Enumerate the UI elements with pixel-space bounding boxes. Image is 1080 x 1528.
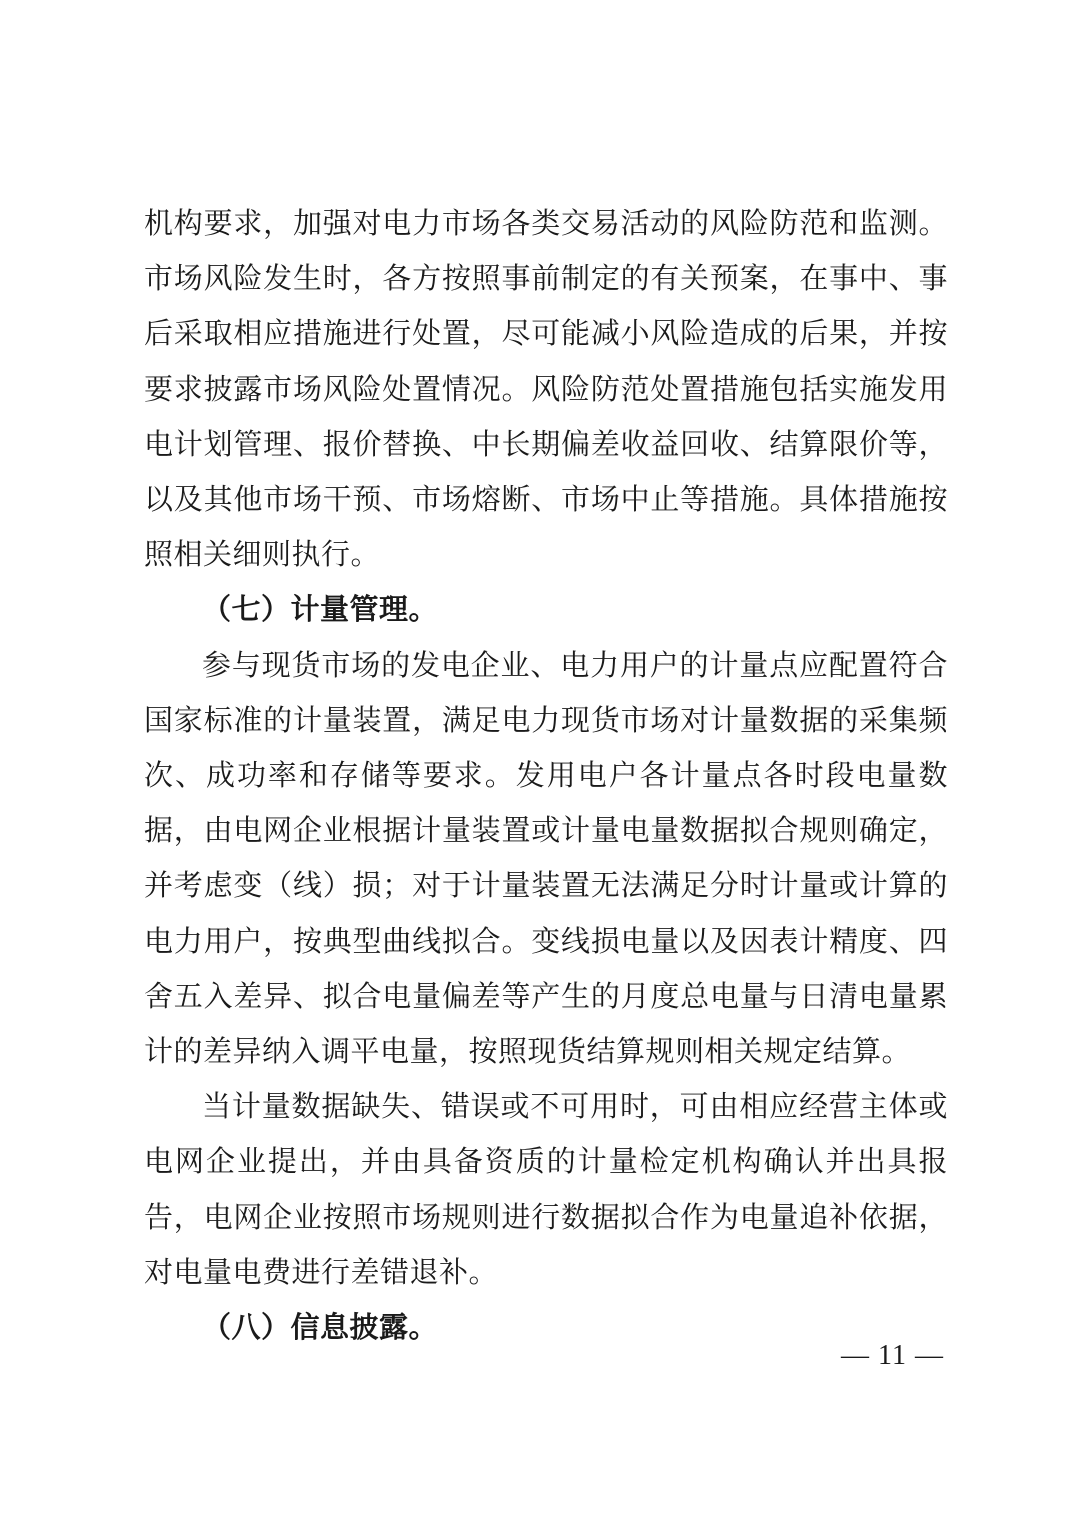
document-body <box>144 196 948 1355</box>
section-heading-metering-management: （七）计量管理。 <box>202 592 439 627</box>
page-number: — 11 — <box>841 1340 944 1371</box>
paragraph-metering-requirements: 参与现货市场的发电企业、电力用户的计量点应配置符合国家标准的计量装置，满足电力现货市场对计量数据的采集频次、成功率和存储等要求。发用电户各计量点各时段电量数据，由电网企业根据计量装置或计量电量数据拟合规则确定，并考虑变（线）损；对于计量装置无法满足分时计量或计算的电力用户，按典型曲线拟合。变线损电量以及因表计精度、四舍五入差异、拟合电量偏差等产生的月度总电量与日清电量累计的差异纳入调平电量，按照现货结算规则相关规定结算。 <box>144 647 948 1069</box>
paragraph-risk-management-continued: 机构要求，加强对电力市场各类交易活动的风险防范和监测。市场风险发生时，各方按照事前制定的有关预案，在事中、事后采取相应措施进行处置，尽可能减小风险造成的后果，并按要求披露市场风险处置情况。风险防范处置措施包括实施发用电计划管理、报价替换、中长期偏差收益回收、结算限价等，以及其他市场干预、市场熔断、市场中止等措施。具体措施按照相关细则执行。 <box>144 206 948 572</box>
paragraph-metering-data-correction: 当计量数据缺失、错误或不可用时，可由相应经营主体或电网企业提出，并由具备资质的计量检定机构确认并出具报告，电网企业按照市场规则进行数据拟合作为电量追补依据，对电量电费进行差错退补。 <box>144 1089 948 1289</box>
section-heading-information-disclosure: （八）信息披露。 <box>202 1310 439 1345</box>
